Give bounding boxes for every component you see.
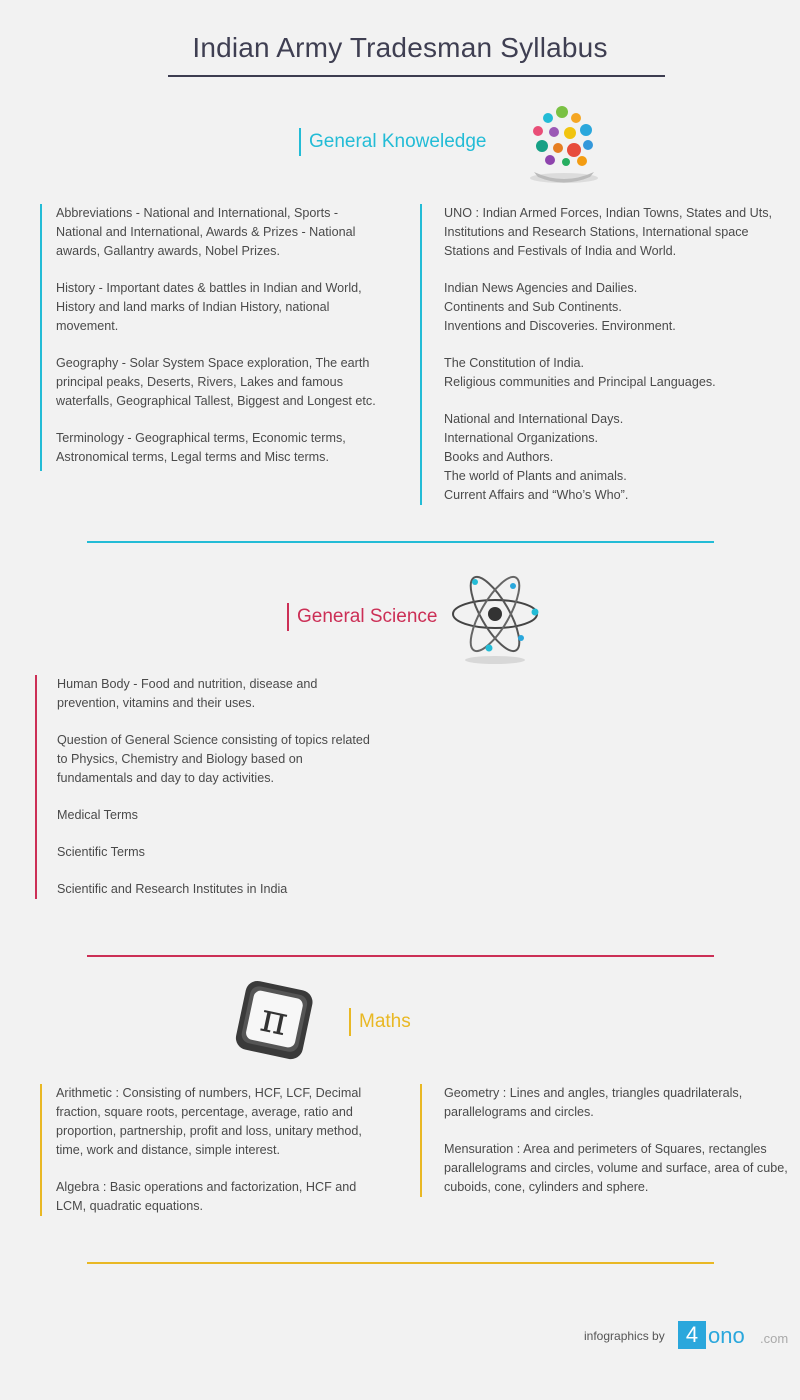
gs-item: Human Body - Food and nutrition, disease and prevention, vitamins and their uses.: [57, 677, 318, 710]
gs-item: Question of General Science consisting of topics related to Physics, Chemistry and Biology based on fundamentals and day to day activities.: [57, 733, 370, 785]
maths-right-item: Mensuration : Area and perimeters of Squares, rectangles parallelograms and circles, volume and surface, area of cube, cuboids, cone, cylinders and sphere.: [444, 1142, 788, 1194]
brand-logo-suffix: .com: [760, 1331, 789, 1346]
gk-right-group: [444, 410, 780, 505]
gk-divider: [87, 541, 714, 543]
gk-left-column: [40, 204, 380, 471]
maths-left-item: Arithmetic : Consisting of numbers, HCF, LCF, Decimal fraction, square roots, percentage, average, ratio and proportion, partnership, profit and loss, unitary method, time, work and distance, simple interest.: [56, 1086, 362, 1157]
gk-right-group: [444, 354, 780, 392]
gk-right-group: [444, 279, 780, 336]
gk-right-line: Religious communities and Principal Languages.: [444, 375, 716, 389]
gs-item: Scientific and Research Institutes in India: [57, 882, 288, 896]
gk-right-line: The world of Plants and animals.: [444, 469, 627, 483]
svg-text:π: π: [256, 994, 292, 1046]
pi-icon: [228, 975, 320, 1067]
gk-right-line: The Constitution of India.: [444, 356, 585, 370]
gk-right-line: Current Affairs and “Who’s Who”.: [444, 488, 629, 502]
gk-right-line: Continents and Sub Continents.: [444, 300, 622, 314]
gk-left-item: Terminology - Geographical terms, Economic terms, Astronomical terms, Legal terms and Misc terms.: [56, 431, 346, 464]
page-title: Indian Army Tradesman Syllabus: [192, 32, 608, 63]
maths-left-column: [40, 1084, 385, 1216]
maths-right-column: [420, 1084, 792, 1197]
maths-heading: Maths: [349, 1008, 411, 1036]
footer-credit: infographics by: [584, 1329, 665, 1343]
brand-logo-box: 4: [678, 1321, 706, 1349]
gs-item: Medical Terms: [57, 808, 138, 822]
gk-left-item: History - Important dates & battles in Indian and World, History and land marks of Indian History, national movement.: [56, 281, 362, 333]
brand-logo-text: ono: [708, 1323, 745, 1348]
gs-item: Scientific Terms: [57, 845, 145, 859]
gs-column: [35, 675, 375, 899]
gk-right-line: Books and Authors.: [444, 450, 554, 464]
gk-right-group: [444, 204, 780, 261]
gs-heading: General Science: [287, 603, 437, 631]
gk-left-item: Abbreviations - National and International, Sports - National and International, Awards & Prizes - National awards, Gallantry awards, Nobel Prizes.: [56, 206, 356, 258]
gk-right-line: UNO : Indian Armed Forces, Indian Towns, States and Uts, Institutions and Research Stations, International space Stations and Festivals of India and World.: [444, 206, 773, 258]
gk-right-line: Inventions and Discoveries. Environment.: [444, 319, 676, 333]
gs-divider: [87, 955, 714, 957]
knowledge-bubbles-icon: [512, 98, 612, 193]
gk-right-column: [420, 204, 780, 505]
gk-left-item: Geography - Solar System Space exploration, The earth principal peaks, Deserts, Rivers, Lakes and famous waterfalls, Geographical Tallest, Biggest and Longest etc.: [56, 356, 376, 408]
gk-heading: General Knoweledge: [299, 128, 486, 156]
gk-right-line: Indian News Agencies and Dailies.: [444, 281, 638, 295]
maths-divider: [87, 1262, 714, 1264]
atom-icon: [447, 568, 547, 668]
maths-left-item: Algebra : Basic operations and factorization, HCF and LCM, quadratic equations.: [56, 1180, 357, 1213]
gk-right-line: National and International Days.: [444, 412, 624, 426]
maths-right-item: Geometry : Lines and angles, triangles quadrilaterals, parallelograms and circles.: [444, 1086, 743, 1119]
title-underline: [168, 75, 665, 77]
gk-right-line: International Organizations.: [444, 431, 599, 445]
